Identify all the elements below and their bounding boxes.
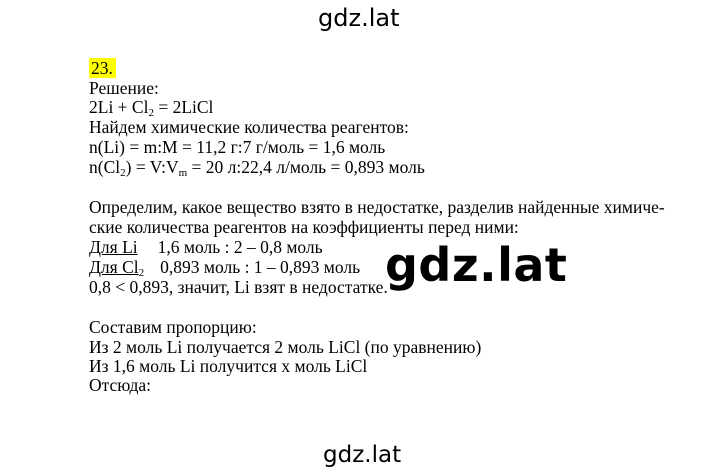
watermark-bottom: gdz.lat (323, 442, 402, 468)
for-cl2-sub: 2 (138, 267, 145, 279)
task-number: 23. (89, 58, 116, 78)
determine-text-1: Определим, какое вещество взято в недостатке, разделив найденные химиче- (89, 197, 665, 217)
equation-left: 2Li + Cl (89, 97, 149, 117)
task-number-line (89, 58, 116, 78)
for-cl2-value: 0,893 моль : 1 – 0,893 моль (160, 257, 361, 277)
proportion-line-2: Из 1,6 моль Li получится x моль LiCl (89, 356, 368, 376)
for-cl2-label (89, 257, 144, 277)
find-amounts-text: Найдем химические количества реагентов: (89, 117, 409, 137)
watermark-middle: gdz.lat (385, 238, 568, 292)
n-cl2-sub2: m (178, 167, 188, 179)
n-cl2-sub1: 2 (120, 167, 126, 179)
n-cl2-part-a: n(Cl (89, 157, 121, 177)
for-cl2-label-text: Для Cl (89, 257, 139, 277)
n-cl2-part-c: = 20 л:22,4 л/моль = 0,893 моль (187, 157, 425, 177)
proportion-line-1: Из 2 моль Li получается 2 моль LiCl (по уравнению) (89, 337, 482, 357)
for-li-value: 1,6 моль : 2 – 0,8 моль (157, 237, 323, 257)
proportion-label: Составим пропорцию: (89, 317, 257, 337)
for-li-label: Для Li (89, 237, 138, 257)
conclusion-text: 0,8 < 0,893, значит, Li взят в недостатке. (89, 277, 388, 297)
solution-label: Решение: (89, 78, 159, 98)
for-cl2-line (89, 257, 360, 277)
n-li-calculation: n(Li) = m:M = 11,2 г:7 г/моль = 1,6 моль (89, 137, 386, 157)
determine-text-2: ские количества реагентов на коэффициенты перед ними: (89, 217, 519, 237)
n-cl2-part-b: ) = V:V (125, 157, 179, 177)
hence-text: Отсюда: (89, 375, 151, 395)
n-cl2-calculation (89, 157, 425, 177)
equation-right: = 2LiCl (153, 97, 214, 117)
for-li-line (89, 237, 323, 257)
reaction-equation (89, 97, 213, 117)
watermark-top: gdz.lat (318, 4, 400, 32)
equation-sub: 2 (148, 107, 154, 119)
